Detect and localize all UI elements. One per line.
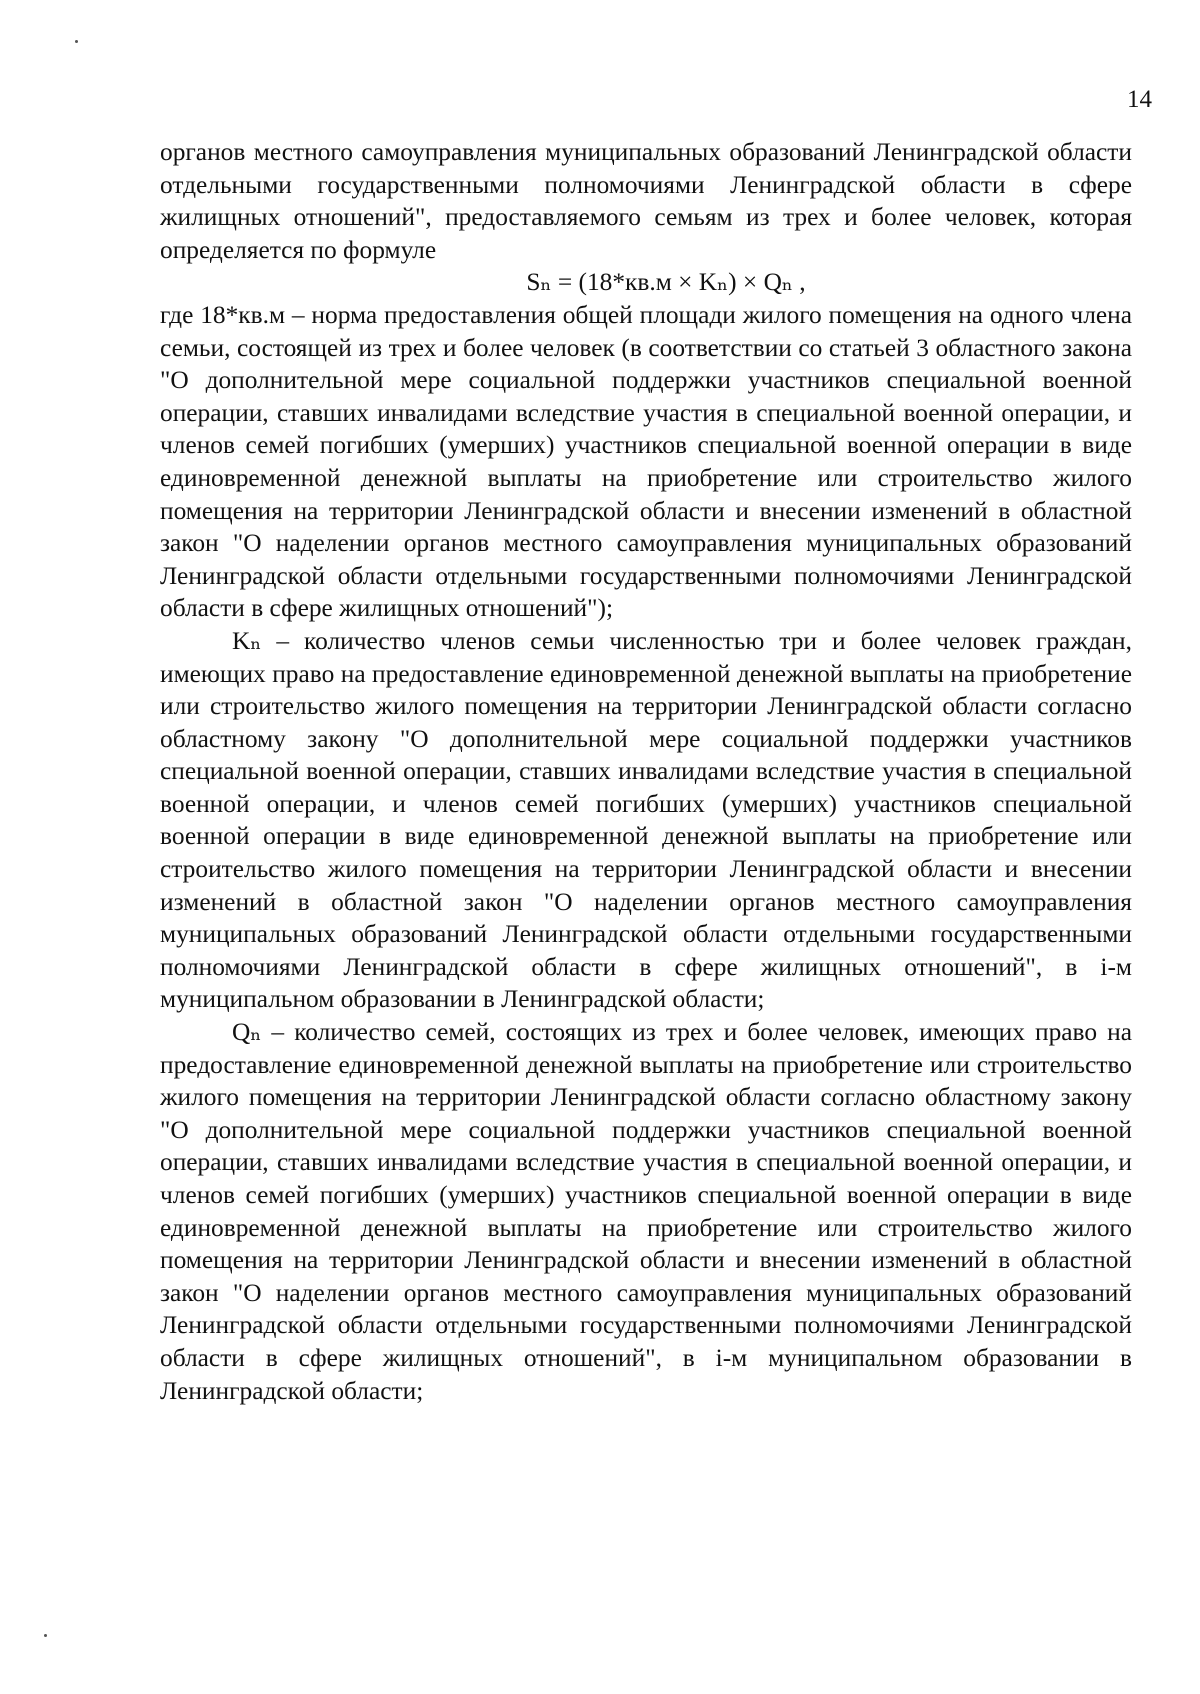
scan-speck	[75, 40, 78, 43]
definition-text: – норма предоставления общей площади жилого помещения на одного члена семьи, состоящей из трех и более человек (в соответствии со статьей 3 областного закона "О дополнительной мере социальной поддержки участников специальной военной операции, ставших инвалидами вследствие участия в специальной военной операции, и членов семей погибших (умерших) участников специальной военной операции в виде единовременной денежной выплаты на приобретение или строительство жилого помещения на территории Ленинградской области и внесении изменений в областной закон "О наделении органов местного самоуправления муниципальных образований Ленинградской области отдельными государственными полномочиями Ленинградской области в сфере жилищных отношений");	[160, 300, 1132, 623]
document-body	[160, 136, 1132, 1407]
definition-qn	[160, 1016, 1132, 1407]
definition-text: – количество членов семьи численностью три и более человек граждан, имеющих право на предоставление единовременной денежной выплаты на приобретение или строительство жилого помещения на территории Ленинградской области согласно областному закону "О дополнительной мере социальной поддержки участников специальной военной операции, ставших инвалидами вследствие участия в специальной военной операции, и членов семей погибших (умерших) участников специальной военной операции в виде единовременной денежной выплаты на приобретение или строительство жилого помещения на территории Ленинградской области и внесении изменений в областной закон "О наделении органов местного самоуправления муниципальных образований Ленинградской области отдельными государственными полномочиями Ленинградской области в сфере жилищных отношений", в i-м муниципальном образовании в Ленинградской области;	[160, 626, 1132, 1014]
definition-term: где 18*кв.м	[160, 300, 286, 329]
page-number: 14	[1127, 86, 1152, 113]
scan-speck	[44, 1634, 47, 1637]
definition-term: Kₙ	[232, 626, 262, 655]
definition-text: – количество семей, состоящих из трех и более человек, имеющих право на предоставление единовременной денежной выплаты на приобретение или строительство жилого помещения на территории Ленинградской области согласно областному закону "О дополнительной мере социальной поддержки участников специальной военной операции, ставших инвалидами вследствие участия в специальной военной операции, и членов семей погибших (умерших) участников специальной военной операции в виде единовременной денежной выплаты на приобретение или строительство жилого помещения на территории Ленинградской области и внесении изменений в областной закон "О наделении органов местного самоуправления муниципальных образований Ленинградской области отдельными государственными полномочиями Ленинградской области в сфере жилищных отношений", в i-м муниципальном образовании в Ленинградской области;	[160, 1018, 1132, 1405]
intro-paragraph: органов местного самоуправления муниципальных образований Ленинградской области отдельными государственными полномочиями Ленинградской области в сфере жилищных отношений", предоставляемого семьям из трех и более человек, которая определяется по формуле	[160, 138, 1132, 264]
definition-18-sqm	[160, 299, 1132, 625]
definition-term: Qₙ	[232, 1018, 262, 1047]
definition-kn	[160, 625, 1132, 1016]
formula: Sₙ = (18*кв.м × Kₙ) × Qₙ ,	[526, 268, 806, 297]
